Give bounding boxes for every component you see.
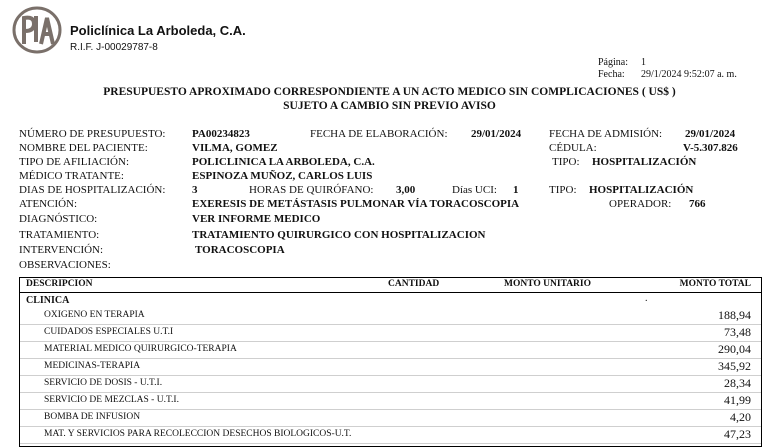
type2-value: HOSPITALIZACIÓN: [589, 184, 694, 196]
row-description: BOMBA DE INFUSION: [44, 412, 141, 422]
document-title: PRESUPUESTO APROXIMADO CORRESPONDIENTE A UN ACTO MEDICO SIN COMPLICACIONES ( US$ ): [103, 86, 676, 98]
operator-value: 766: [689, 198, 706, 210]
row-total: 345,92: [718, 359, 751, 373]
row-description: SERVICIO DE MEZCLAS - U.T.I.: [44, 395, 179, 405]
row-total: 188,94: [718, 308, 751, 322]
hospital-days: 3: [192, 184, 198, 196]
table-row: [20, 425, 761, 444]
col-description: DESCRIPCION: [26, 279, 93, 289]
admission-date: 29/01/2024: [685, 128, 736, 140]
col-quantity: CANTIDAD: [388, 279, 440, 289]
attention-label: ATENCIÓN:: [19, 198, 78, 210]
uci-days: 1: [513, 184, 519, 196]
affiliation: POLICLINICA LA ARBOLEDA, C.A.: [192, 156, 375, 168]
budget-table: [19, 277, 762, 447]
patient-name-label: NOMBRE DEL PACIENTE:: [19, 142, 148, 154]
page-number: 1: [641, 57, 646, 68]
row-total: 28,34: [724, 376, 751, 390]
page-label: Página:: [598, 57, 628, 68]
row-total: 41,99: [724, 393, 751, 407]
id-number: V-5.307.826: [683, 142, 738, 154]
doctor-label: MÉDICO TRATANTE:: [19, 170, 124, 182]
type2-label: TIPO:: [549, 184, 577, 196]
or-hours-label: HORAS DE QUIRÓFANO:: [249, 184, 374, 196]
row-description: CUIDADOS ESPECIALES U.T.I: [44, 327, 174, 337]
print-date: 29/1/2024 9:52:07 a. m.: [641, 69, 737, 80]
budget-number: PA00234823: [192, 128, 250, 140]
elaboration-date-label: FECHA DE ELABORACIÓN:: [310, 128, 448, 140]
diagnosis-label: DIAGNÓSTICO:: [19, 213, 98, 225]
col-unit-price: MONTO UNITARIO: [504, 279, 592, 289]
or-hours: 3,00: [396, 184, 416, 196]
row-total: 290,04: [718, 342, 751, 356]
doctor-name: ESPINOZA MUÑOZ, CARLOS LUIS: [192, 170, 373, 182]
type-label: TIPO:: [552, 156, 580, 168]
attention-value: EXERESIS DE METÁSTASIS PULMONAR VÍA TORACOSCOPIA: [192, 198, 520, 210]
row-description: MEDICINAS-TERAPIA: [44, 361, 141, 371]
budget-number-label: NÚMERO DE PRESUPUESTO:: [19, 128, 166, 140]
section-clinica: CLINICA: [26, 295, 70, 306]
hospital-days-label: DIAS DE HOSPITALIZACIÓN:: [19, 184, 166, 196]
patient-name: VILMA, GOMEZ: [192, 142, 278, 154]
type-value: HOSPITALIZACIÓN: [592, 156, 697, 168]
treatment-value: TRATAMIENTO QUIRURGICO CON HOSPITALIZACION: [192, 229, 486, 241]
date-label: Fecha:: [598, 69, 625, 80]
clinic-logo: [12, 6, 62, 54]
document-subtitle: SUJETO A CAMBIO SIN PREVIO AVISO: [283, 100, 496, 112]
uci-days-label: Días UCI:: [452, 184, 497, 196]
row-total: 73,48: [724, 325, 751, 339]
row-total: 47,23: [724, 427, 751, 441]
table-header: [20, 278, 761, 293]
section-mark: .: [645, 293, 648, 304]
id-label: CÉDULA:: [549, 142, 597, 154]
admission-date-label: FECHA DE ADMISIÓN:: [549, 128, 663, 140]
clinic-rif: R.I.F. J-00029787-8: [70, 42, 158, 53]
col-total: MONTO TOTAL: [679, 279, 751, 289]
elaboration-date: 29/01/2024: [471, 128, 522, 140]
row-description: MATERIAL MEDICO QUIRURGICO-TERAPIA: [44, 344, 237, 354]
clinic-name: Policlínica La Arboleda, C.A.: [70, 23, 246, 38]
row-total: 4,20: [730, 410, 751, 424]
treatment-label: TRATAMIENTO:: [19, 229, 100, 241]
row-description: SERVICIO DE DOSIS - U.T.I.: [44, 378, 163, 388]
affiliation-label: TIPO DE AFILIACIÓN:: [19, 156, 129, 168]
observations-label: OBSERVACIONES:: [19, 259, 111, 271]
diagnosis-value: VER INFORME MEDICO: [192, 213, 321, 225]
row-description: OXIGENO EN TERAPIA: [44, 310, 145, 320]
intervention-label: INTERVENCIÓN:: [19, 244, 104, 256]
intervention-value: TORACOSCOPIA: [195, 244, 285, 256]
operator-label: OPERADOR:: [609, 198, 672, 210]
row-description: MAT. Y SERVICIOS PARA RECOLECCION DESECHOS BIOLOGICOS-U.T.: [44, 429, 352, 439]
